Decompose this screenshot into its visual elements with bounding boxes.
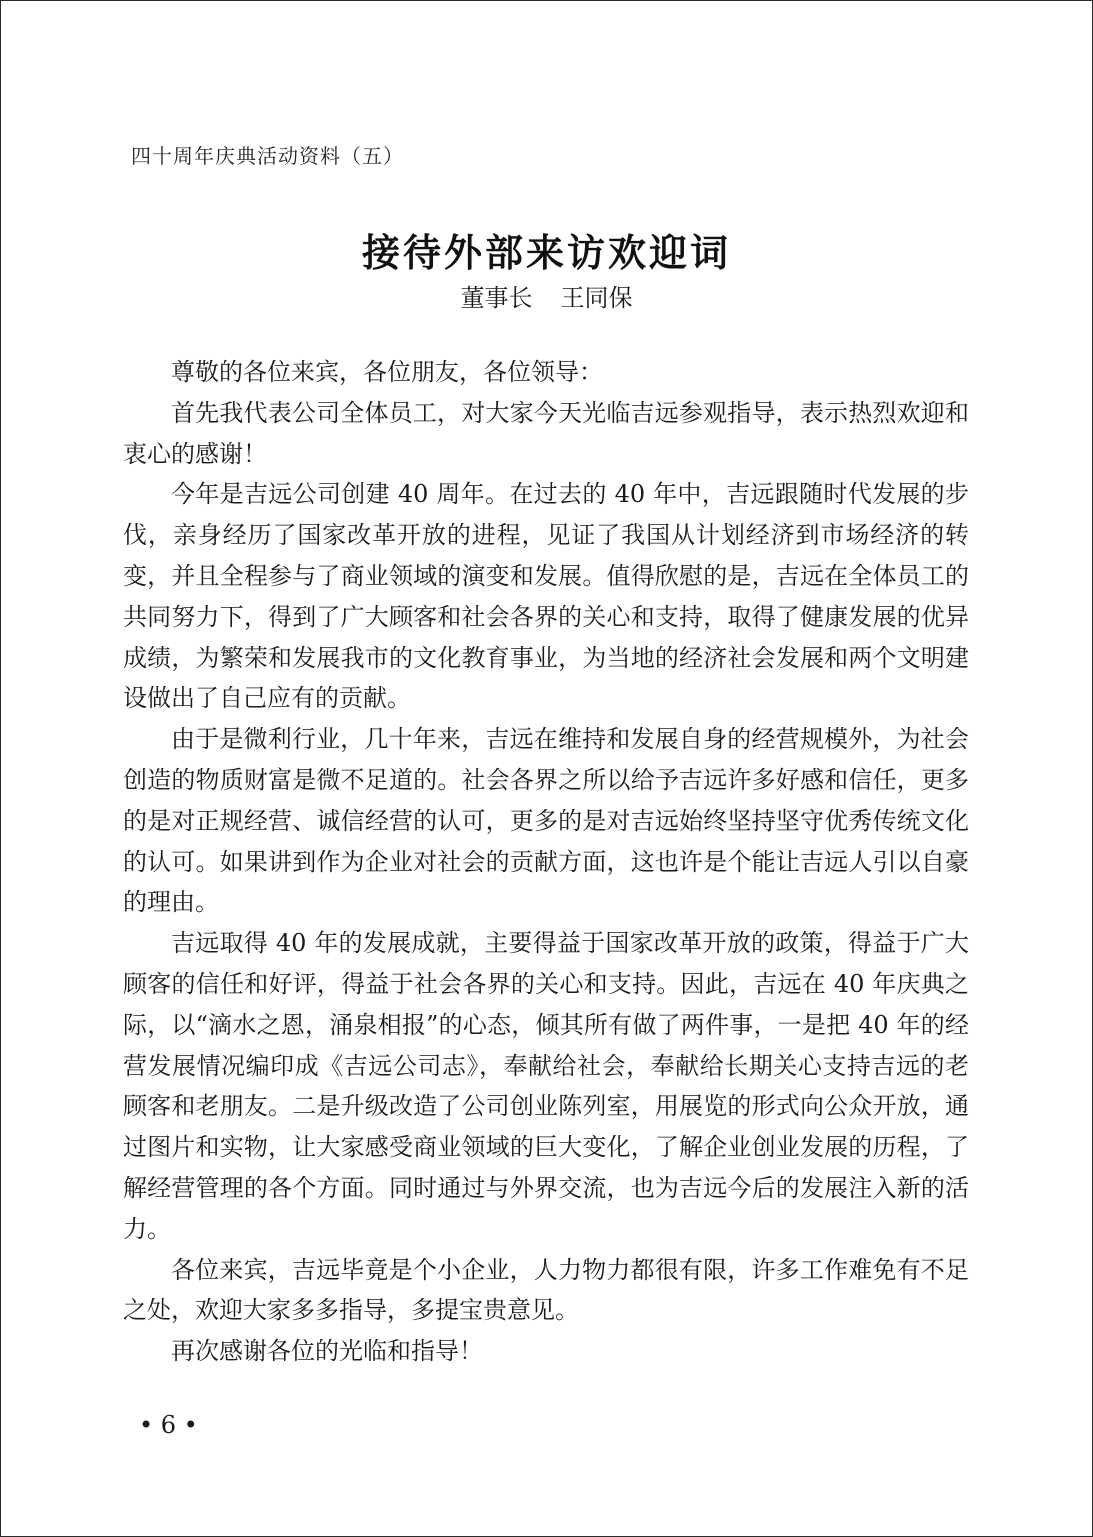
page-number: • 6 • (139, 1411, 198, 1439)
author-role: 董事长 (460, 284, 533, 312)
paragraph-history: 今年是吉远公司创建 40 周年。在过去的 40 年中，吉远跟随时代发展的步伐，亲身经历了国家改革开放的进程，见证了我国从计划经济到市场经济的转变，并且全程参与了商业领域的演变和发展。值得欣慰的是，吉远在全体员工的共同努力下，得到了广大顾客和社会各界的关心和支持，取得了健康发展的优异成绩，为繁荣和发展我市的文化教育事业，为当地的经济社会发展和两个文明建设做出了自己应有的贡献。 (123, 480, 969, 713)
author-byline (0, 278, 1093, 313)
article-title: 接待外部来访欢迎词 (361, 230, 731, 275)
running-header: 四十周年庆典活动资料（五） (131, 144, 404, 168)
paragraph-welcome: 首先我代表公司全体员工，对大家今天光临吉远参观指导，表示热烈欢迎和衷心的感谢！ (123, 398, 969, 468)
author-name: 王同保 (560, 284, 633, 312)
paragraph-contribution: 由于是微利行业，几十年来，吉远在维持和发展自身的经营规模外，为社会创造的物质财富是微不足道的。社会各界之所以给予吉远许多好感和信任，更多的是对正规经营、诚信经营的认可，更多的是对吉远始终坚持坚守优秀传统文化的认可。如果讲到作为企业对社会的贡献方面，这也许是个能让吉远人引以自豪的理由。 (123, 725, 969, 917)
paragraph-request-feedback: 各位来宾，吉远毕竟是个小企业，人力物力都很有限，许多工作难免有不足之处，欢迎大家多多指导，多提宝贵意见。 (123, 1255, 969, 1325)
paragraph-closing-thanks: 再次感谢各位的光临和指导！ (171, 1337, 483, 1366)
salutation: 尊敬的各位来宾，各位朋友，各位领导： (171, 358, 603, 386)
paragraph-achievements: 吉远取得 40 年的发展成就，主要得益于国家改革开放的政策，得益于广大顾客的信任和好评，得益于社会各界的关心和支持。因此，吉远在 40 年庆典之际，以“滴水之恩，涌泉相报”的心态，倾其所有做了两件事，一是把 40 年的经营发展情况编印成《吉远公司志》，奉献给社会，奉献给长期关心支持吉远的老顾客和老朋友。二是升级改造了公司创业陈列室，用展览的形式向公众开放，通过图片和实物，让大家感受商业领域的巨大变化，了解企业创业发展的历程，了解经营管理的各个方面。同时通过与外界交流，也为吉远今后的发展注入新的活力。 (123, 929, 969, 1243)
article-body (123, 352, 969, 1372)
